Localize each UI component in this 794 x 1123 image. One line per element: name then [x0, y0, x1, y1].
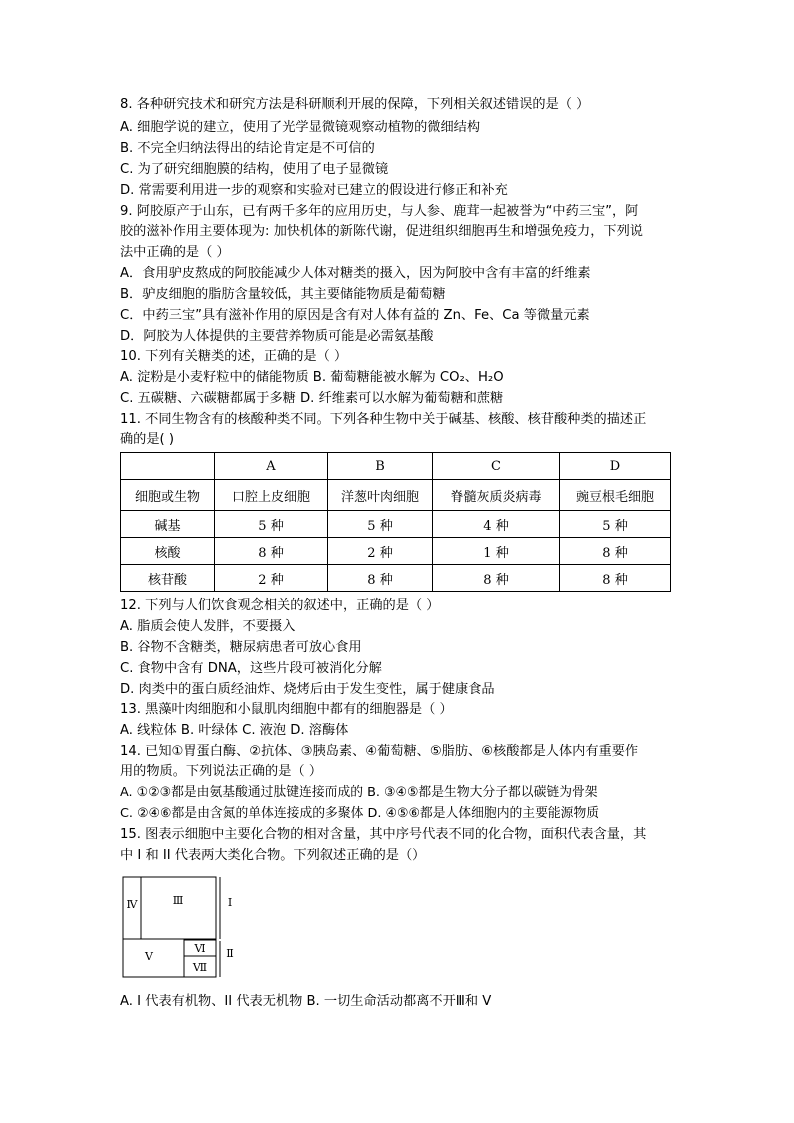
q10-options-ab: A. 淀粉是小麦籽粒中的储能物质 B. 葡萄糖能被水解为 CO₂、H₂O — [120, 370, 504, 385]
q11-table — [120, 452, 671, 592]
table-cell: 8 种 — [433, 565, 560, 592]
table-row — [121, 511, 671, 538]
q14-stem-line-1: 14. 已知①胃蛋白酶、②抗体、③胰岛素、④葡萄糖、⑤脂肪、⑥核酸都是人体内有重要作 — [120, 744, 639, 759]
q15-stem-line-2: 中 I 和 II 代表两大类化合物。下列叙述正确的是（） — [120, 848, 426, 863]
table-cell: 8 种 — [328, 565, 433, 592]
table-cell: 细胞或生物 — [121, 480, 215, 511]
q12-option-a: A. 脂质会使人发胖，不要摄入 — [120, 619, 296, 634]
table-row — [121, 538, 671, 565]
q12-stem: 12. 下列与人们饮食观念相关的叙述中，正确的是（ ） — [120, 598, 440, 613]
label-vii: Ⅶ — [192, 961, 208, 974]
table-header-cell: A — [215, 453, 328, 480]
q11-stem-line-2: 确的是( ) — [120, 432, 175, 447]
table-row — [121, 480, 671, 511]
table-header-cell — [121, 453, 215, 480]
label-iii: Ⅲ — [172, 894, 184, 907]
table-cell: 8 种 — [560, 538, 671, 565]
table-row — [121, 565, 671, 592]
table-header-cell: C — [433, 453, 560, 480]
table-cell: 5 种 — [215, 511, 328, 538]
q9-option-b: B．驴皮细胞的脂肪含量较低，其主要储能物质是葡萄糖 — [120, 287, 446, 302]
q15-stem-line-1: 15. 图表示细胞中主要化合物的相对含量，其中序号代表不同的化合物，面积代表含量，其 — [120, 827, 647, 842]
q14-stem-line-2: 用的物质。下列说法正确的是（ ） — [120, 764, 323, 779]
table-cell: 2 种 — [328, 538, 433, 565]
table-cell: 5 种 — [560, 511, 671, 538]
table-cell: 核苷酸 — [121, 565, 215, 592]
table-cell: 洋葱叶肉细胞 — [328, 480, 433, 511]
table-cell: 4 种 — [433, 511, 560, 538]
q12-option-b: B. 谷物不含糖类，糖尿病患者可放心食用 — [120, 640, 362, 655]
label-vi: Ⅵ — [194, 942, 206, 955]
table-cell: 豌豆根毛细胞 — [560, 480, 671, 511]
table-cell: 口腔上皮细胞 — [215, 480, 328, 511]
q12-option-c: C. 食物中含有 DNA，这些片段可被消化分解 — [120, 661, 382, 676]
table-cell: 核酸 — [121, 538, 215, 565]
table-cell: 5 种 — [328, 511, 433, 538]
q12-option-d: D. 肉类中的蛋白质经油炸、烧烤后由于发生变性，属于健康食品 — [120, 682, 495, 697]
table-header-cell: B — [328, 453, 433, 480]
table-header-cell: D — [560, 453, 671, 480]
q15-options-ab: A. I 代表有机物、II 代表无机物 B. 一切生命活动都离不开Ⅲ和 V — [120, 994, 492, 1009]
table-cell: 脊髓灰质炎病毒 — [433, 480, 560, 511]
q14-options-ab: A. ①②③都是由氨基酸通过肽键连接而成的 B. ③④⑤都是生物大分子都以碳链为骨架 — [120, 785, 598, 800]
q8-option-a: A. 细胞学说的建立，使用了光学显微镜观察动植物的微细结构 — [120, 120, 481, 135]
q9-option-a: A．食用驴皮熬成的阿胶能减少人体对糖类的摄入，因为阿胶中含有丰富的纤维素 — [120, 266, 591, 281]
q9-stem-line-2: 胶的滋补作用主要体现为: 加快机体的新陈代谢，促进组织细胞再生和增强免疫力，下列说 — [120, 224, 643, 239]
label-ii: Ⅱ — [226, 947, 234, 960]
q8-option-d: D. 常需要利用进一步的观察和实验对已建立的假设进行修正和补充 — [120, 183, 508, 198]
q9-option-c: C．中药三宝”具有滋补作用的原因是含有对人体有益的 Zn、Fe、Ca 等微量元素 — [120, 308, 590, 323]
q9-stem-line-3: 法中正确的是（ ） — [120, 245, 230, 260]
q14-options-cd: C. ②④⑥都是由含氮的单体连接成的多聚体 D. ④⑤⑥都是人体细胞内的主要能源物质 — [120, 806, 600, 821]
q11-stem-line-1: 11. 不同生物含有的核酸种类不同。下列各种生物中关于碱基、核酸、核苷酸种类的描述正 — [120, 412, 647, 427]
label-v: V — [145, 950, 153, 963]
table-cell: 2 种 — [215, 565, 328, 592]
q9-option-d: D．阿胶为人体提供的主要营养物质可能是必需氨基酸 — [120, 329, 434, 344]
table-cell: 1 种 — [433, 538, 560, 565]
q8-option-b: B. 不完全归纳法得出的结论肯定是不可信的 — [120, 141, 375, 156]
table-cell: 8 种 — [215, 538, 328, 565]
q9-stem-line-1: 9. 阿胶原产于山东，已有两千多年的应用历史，与人参、鹿茸一起被誉为“中药三宝”，阿 — [120, 204, 639, 219]
q13-stem: 13. 黑藻叶肉细胞和小鼠肌肉细胞中都有的细胞器是（ ） — [120, 702, 453, 717]
label-iv: Ⅳ — [126, 898, 138, 911]
q10-options-cd: C. 五碳糖、六碳糖都属于多糖 D. 纤维素可以水解为葡萄糖和蔗糖 — [120, 391, 504, 406]
q15-compound-area-diagram — [122, 876, 242, 978]
q13-options: A. 线粒体 B. 叶绿体 C. 液泡 D. 溶酶体 — [120, 723, 349, 738]
table-header-row — [121, 453, 671, 480]
table-cell: 8 种 — [560, 565, 671, 592]
q8-option-c: C. 为了研究细胞膜的结构，使用了电子显微镜 — [120, 162, 389, 177]
q8-stem: 8. 各种研究技术和研究方法是科研顺利开展的保障，下列相关叙述错误的是（ ） — [120, 97, 590, 112]
label-i: I — [227, 896, 233, 909]
table-cell: 碱基 — [121, 511, 215, 538]
q10-stem: 10. 下列有关糖类的述，正确的是（ ） — [120, 349, 348, 364]
